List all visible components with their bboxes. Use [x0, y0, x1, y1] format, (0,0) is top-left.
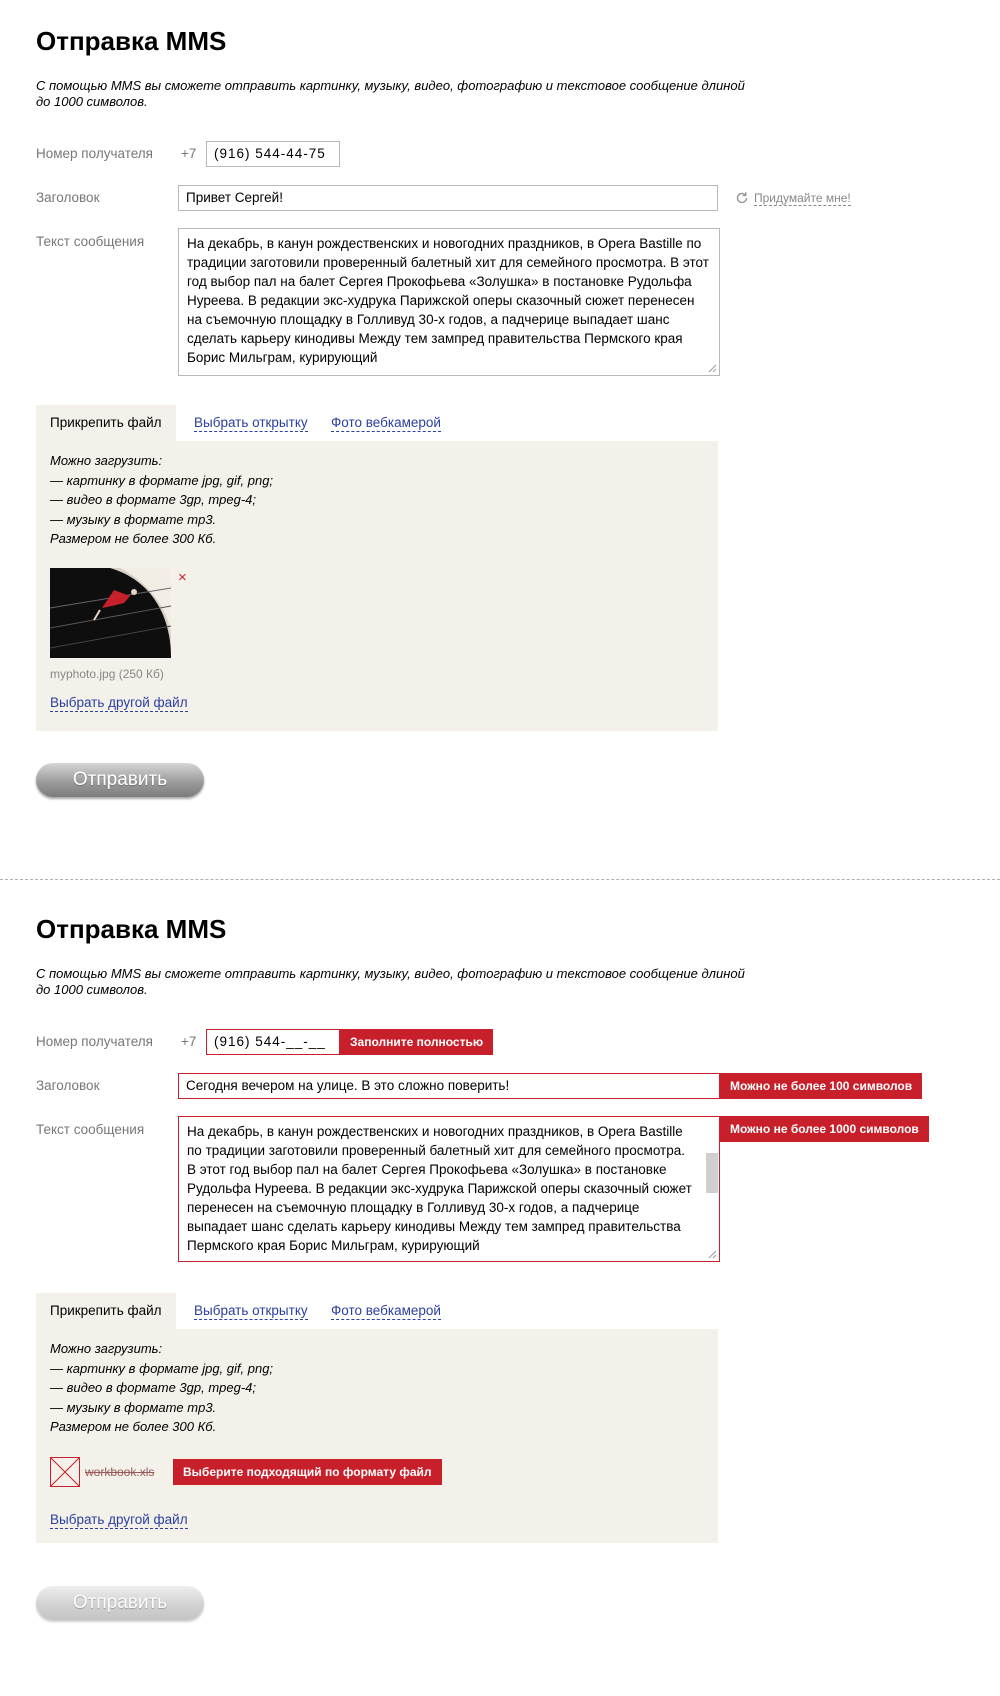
invent-subject-link[interactable]: Придумайте мне! — [754, 191, 851, 205]
subject-error: Можно не более 100 символов — [720, 1073, 922, 1099]
choose-other-file-link[interactable]: Выбрать другой файл — [50, 1512, 188, 1527]
intro-text: С помощью MMS вы сможете отправить картинку, музыку, видео, фотографию и текстовое сообщение длиной до 1000 символов. — [36, 966, 745, 997]
recipient-label: Номер получателя — [36, 146, 153, 161]
upload-hint — [50, 1339, 273, 1437]
hint-line: Размером не более 300 Кб. — [50, 1419, 217, 1434]
tab-webcam-photo[interactable]: Фото вебкамерой — [331, 1303, 441, 1318]
message-scrollbar[interactable] — [706, 1153, 718, 1193]
intro-text: С помощью MMS вы сможете отправить картинку, музыку, видео, фотографию и текстовое сообщение длиной до 1000 символов. — [36, 78, 745, 109]
close-icon[interactable]: × — [178, 569, 187, 586]
tab-attach-file[interactable]: Прикрепить файл — [36, 405, 176, 441]
hint-line: — картинку в формате jpg, gif, png; — [50, 1360, 274, 1376]
attach-panel — [36, 1329, 718, 1543]
file-error: Выберите подходящий по формату файл — [173, 1459, 442, 1485]
recipient-label: Номер получателя — [36, 1034, 153, 1049]
tab-choose-postcard[interactable]: Выбрать открытку — [194, 415, 308, 430]
message-text: На декабрь, в канун рождественских и новогодних праздников, в Opera Bastille по традиции заготовили проверенный балетный хит для семейного просмотра. В этот год выбор пал на балет Сергея Прокофьева «Золушка» в постановке Рудольфа Нуреева. В редакции экс-худрука Парижской оперы сказочный сюжет перенесен на съемочную площадку в Голливуд 30-х годов, а падчерице выпадает шанс сделать карьеру кинодивы Между тем зампред правительства Пермского края Борис Мильграм, курирующий — [187, 1124, 692, 1253]
phone-input[interactable]: (916) 544-__-__ — [206, 1029, 340, 1055]
broken-file-icon — [50, 1457, 80, 1487]
section-divider — [0, 879, 1000, 880]
message-error: Можно не более 1000 символов — [720, 1116, 929, 1142]
message-label: Текст сообщения — [36, 234, 145, 249]
subject-input[interactable]: Привет Сергей! — [178, 185, 718, 211]
file-info: myphoto.jpg (250 Кб) — [50, 667, 164, 681]
hint-line: — видео в формате 3gp, mpeg-4; — [50, 492, 257, 507]
choose-other-file-link[interactable]: Выбрать другой файл — [50, 695, 188, 710]
phone-input[interactable]: (916) 544-44-75 — [206, 141, 340, 167]
subject-label: Заголовок — [36, 1078, 100, 1093]
hint-line: — музыку в формате mp3. — [50, 1399, 217, 1415]
attach-tabs — [36, 405, 718, 441]
hint-line: Можно загрузить: — [50, 453, 163, 468]
send-button[interactable]: Отправить — [36, 763, 204, 797]
subject-input[interactable]: Сегодня вечером на улице. В это сложно поверить! — [178, 1073, 720, 1099]
send-button[interactable]: Отправить — [36, 1586, 204, 1620]
subject-label: Заголовок — [36, 190, 100, 205]
page-title: Отправка MMS — [36, 914, 227, 944]
hint-line: — видео в формате 3gp, mpeg-4; — [50, 1380, 257, 1395]
hint-line: Можно загрузить: — [50, 1341, 163, 1356]
tab-webcam-photo[interactable]: Фото вебкамерой — [331, 415, 441, 430]
hint-line: — музыку в формате mp3. — [50, 511, 217, 527]
country-code: +7 — [181, 146, 197, 161]
hint-line: — картинку в формате jpg, gif, png; — [50, 472, 274, 488]
message-textarea[interactable] — [178, 1116, 720, 1262]
page-title: Отправка MMS — [36, 26, 227, 56]
attach-tabs — [36, 1293, 718, 1329]
phone-error: Заполните полностью — [340, 1029, 493, 1055]
resize-grip-icon[interactable] — [708, 364, 717, 373]
refresh-icon[interactable] — [735, 191, 749, 205]
bad-file-name: workbook.xls — [85, 1465, 155, 1479]
message-textarea[interactable] — [178, 228, 720, 376]
upload-hint — [50, 451, 273, 549]
message-text: На декабрь, в канун рождественских и новогодних праздников, в Opera Bastille по традиции заготовили проверенный балетный хит для семейного просмотра. В этот год выбор пал на балет Сергея Прокофьева «Золушка» в постановке Рудольфа Нуреева. В редакции экс-худрука Парижской оперы сказочный сюжет перенесен на съемочную площадку в Голливуд 30-х годов, а падчерице выпадает шанс сделать карьеру кинодивы Между тем зампред правительства Пермского края Борис Мильграм, курирующий — [187, 236, 709, 365]
resize-grip-icon[interactable] — [708, 1250, 717, 1259]
attach-panel — [36, 441, 718, 731]
tab-choose-postcard[interactable]: Выбрать открытку — [194, 1303, 308, 1318]
attached-photo-thumbnail — [50, 568, 171, 658]
tab-attach-file[interactable]: Прикрепить файл — [36, 1293, 176, 1329]
country-code: +7 — [181, 1034, 197, 1049]
hint-line: Размером не более 300 Кб. — [50, 531, 217, 546]
message-label: Текст сообщения — [36, 1122, 145, 1137]
